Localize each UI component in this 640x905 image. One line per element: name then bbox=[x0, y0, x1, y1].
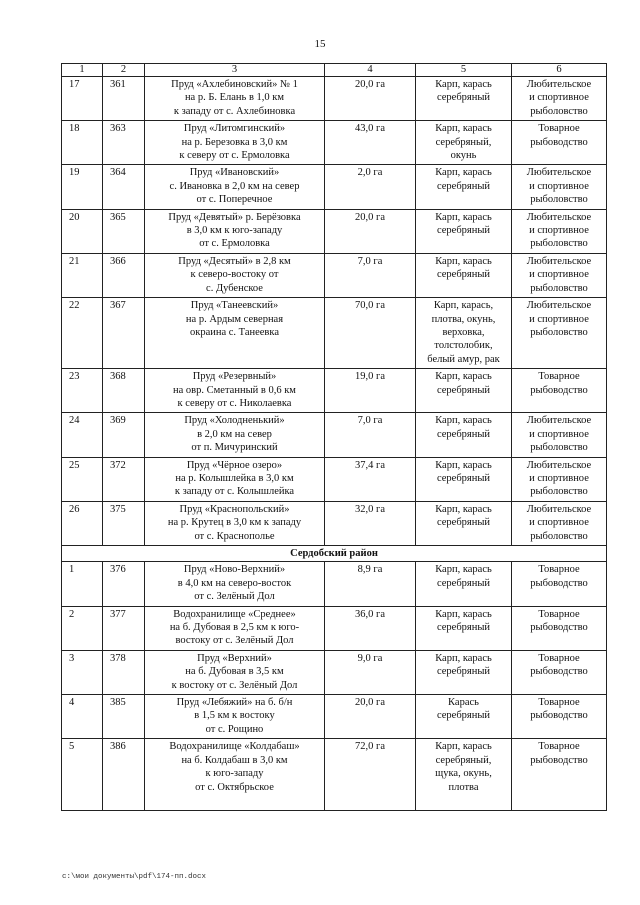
area: 37,4 га bbox=[325, 457, 416, 501]
row-number: 3 bbox=[62, 650, 103, 694]
registry-number: 372 bbox=[103, 457, 145, 501]
row-number: 25 bbox=[62, 457, 103, 501]
row-number: 5 bbox=[62, 739, 103, 811]
fish-species: Карп, карась серебряный bbox=[416, 253, 512, 297]
registry-number: 363 bbox=[103, 121, 145, 165]
fish-species: Карась серебряный bbox=[416, 695, 512, 739]
usage-type: Товарное рыбоводство bbox=[512, 121, 607, 165]
area: 72,0 га bbox=[325, 739, 416, 811]
fish-species: Карп, карась серебряный bbox=[416, 501, 512, 545]
row-number: 2 bbox=[62, 606, 103, 650]
usage-type: Любительское и спортивное рыболовство bbox=[512, 253, 607, 297]
registry-number: 369 bbox=[103, 413, 145, 457]
usage-type: Любительское и спортивное рыболовство bbox=[512, 298, 607, 369]
fish-species: Карп, карась серебряный bbox=[416, 369, 512, 413]
column-header: 4 bbox=[325, 64, 416, 77]
table-row bbox=[62, 739, 607, 811]
water-body-name: Пруд «Ново-Верхний» в 4,0 км на северо-восток от с. Зелёный Дол bbox=[145, 562, 325, 606]
table-row bbox=[62, 650, 607, 694]
usage-type: Любительское и спортивное рыболовство bbox=[512, 457, 607, 501]
table-row bbox=[62, 562, 607, 606]
area: 70,0 га bbox=[325, 298, 416, 369]
registry-number: 386 bbox=[103, 739, 145, 811]
table-row bbox=[62, 298, 607, 369]
area: 32,0 га bbox=[325, 501, 416, 545]
row-number: 18 bbox=[62, 121, 103, 165]
usage-type: Товарное рыбоводство bbox=[512, 562, 607, 606]
water-body-name: Пруд «Верхний» на б. Дубовая в 3,5 км к востоку от с. Зелёный Дол bbox=[145, 650, 325, 694]
column-header: 6 bbox=[512, 64, 607, 77]
column-header: 5 bbox=[416, 64, 512, 77]
row-number: 23 bbox=[62, 369, 103, 413]
water-body-name: Пруд «Чёрное озеро» на р. Колышлейка в 3,0 км к западу от с. Колышлейка bbox=[145, 457, 325, 501]
usage-type: Товарное рыбоводство bbox=[512, 369, 607, 413]
registry-number: 367 bbox=[103, 298, 145, 369]
column-header: 3 bbox=[145, 64, 325, 77]
usage-type: Любительское и спортивное рыболовство bbox=[512, 165, 607, 209]
row-number: 21 bbox=[62, 253, 103, 297]
row-number: 26 bbox=[62, 501, 103, 545]
row-number: 20 bbox=[62, 209, 103, 253]
page-number: 15 bbox=[314, 38, 326, 50]
table-row bbox=[62, 413, 607, 457]
water-body-name: Пруд «Танеевский» на р. Ардым северная окраина с. Танеевка bbox=[145, 298, 325, 369]
table-row bbox=[62, 253, 607, 297]
usage-type: Любительское и спортивное рыболовство bbox=[512, 501, 607, 545]
area: 20,0 га bbox=[325, 209, 416, 253]
area: 7,0 га bbox=[325, 413, 416, 457]
header-row bbox=[62, 64, 607, 77]
registry-number: 375 bbox=[103, 501, 145, 545]
fish-species: Карп, карась серебряный bbox=[416, 562, 512, 606]
water-body-name: Пруд «Краснопольский» на р. Крутец в 3,0 км к западу от с. Краснополье bbox=[145, 501, 325, 545]
registry-number: 385 bbox=[103, 695, 145, 739]
row-number: 24 bbox=[62, 413, 103, 457]
fish-species: Карп, карась серебряный bbox=[416, 413, 512, 457]
column-header: 1 bbox=[62, 64, 103, 77]
water-body-name: Пруд «Холодненький» в 2,0 км на север от п. Мичуринский bbox=[145, 413, 325, 457]
table-row bbox=[62, 606, 607, 650]
registry-number: 364 bbox=[103, 165, 145, 209]
area: 2,0 га bbox=[325, 165, 416, 209]
water-body-name: Пруд «Резервный» на овр. Сметанный в 0,6 км к северу от с. Николаевка bbox=[145, 369, 325, 413]
table-row bbox=[62, 165, 607, 209]
table-row bbox=[62, 369, 607, 413]
fish-species: Карп, карась серебряный bbox=[416, 606, 512, 650]
water-body-name: Водохранилище «Среднее» на б. Дубовая в 2,5 км к юго- востоку от с. Зелёный Дол bbox=[145, 606, 325, 650]
row-number: 4 bbox=[62, 695, 103, 739]
fish-species: Карп, карась, плотва, окунь, верховка, толстолобик, белый амур, рак bbox=[416, 298, 512, 369]
water-body-name: Пруд «Десятый» в 2,8 км к северо-востоку от с. Дубенское bbox=[145, 253, 325, 297]
water-body-name: Пруд «Лебяжий» на б. б/н в 1,5 км к востоку от с. Рощино bbox=[145, 695, 325, 739]
fish-species: Карп, карась серебряный bbox=[416, 165, 512, 209]
section-title: Сердобский район bbox=[62, 546, 607, 562]
row-number: 19 bbox=[62, 165, 103, 209]
table-row bbox=[62, 121, 607, 165]
registry-number: 361 bbox=[103, 77, 145, 121]
area: 19,0 га bbox=[325, 369, 416, 413]
water-body-name: Пруд «Литомгинский» на р. Березовка в 3,0 км к северу от с. Ермоловка bbox=[145, 121, 325, 165]
registry-number: 378 bbox=[103, 650, 145, 694]
file-path-footer: c:\мои документы\pdf\174-пп.docx bbox=[62, 873, 207, 881]
usage-type: Товарное рыбоводство bbox=[512, 695, 607, 739]
registry-number: 377 bbox=[103, 606, 145, 650]
area: 43,0 га bbox=[325, 121, 416, 165]
water-body-name: Пруд «Ахлебиновский» № 1 на р. Б. Елань в 1,0 км к западу от с. Ахлебиновка bbox=[145, 77, 325, 121]
table-row bbox=[62, 695, 607, 739]
table-row bbox=[62, 209, 607, 253]
area: 20,0 га bbox=[325, 77, 416, 121]
usage-type: Любительское и спортивное рыболовство bbox=[512, 413, 607, 457]
registry-number: 376 bbox=[103, 562, 145, 606]
registry-number: 368 bbox=[103, 369, 145, 413]
table-row bbox=[62, 501, 607, 545]
usage-type: Товарное рыбоводство bbox=[512, 606, 607, 650]
area: 9,0 га bbox=[325, 650, 416, 694]
fish-species: Карп, карась серебряный bbox=[416, 650, 512, 694]
registry-number: 365 bbox=[103, 209, 145, 253]
row-number: 17 bbox=[62, 77, 103, 121]
usage-type: Любительское и спортивное рыболовство bbox=[512, 209, 607, 253]
table-row bbox=[62, 457, 607, 501]
fish-species: Карп, карась серебряный, окунь bbox=[416, 121, 512, 165]
fish-species: Карп, карась серебряный bbox=[416, 457, 512, 501]
area: 36,0 га bbox=[325, 606, 416, 650]
water-body-name: Водохранилище «Колдабаш» на б. Колдабаш в 3,0 км к юго-западу от с. Октябрьское bbox=[145, 739, 325, 811]
column-header: 2 bbox=[103, 64, 145, 77]
row-number: 22 bbox=[62, 298, 103, 369]
fish-species: Карп, карась серебряный bbox=[416, 77, 512, 121]
table-row bbox=[62, 77, 607, 121]
usage-type: Товарное рыбоводство bbox=[512, 650, 607, 694]
registry-number: 366 bbox=[103, 253, 145, 297]
area: 8,9 га bbox=[325, 562, 416, 606]
area: 20,0 га bbox=[325, 695, 416, 739]
row-number: 1 bbox=[62, 562, 103, 606]
fish-species: Карп, карась серебряный, щука, окунь, плотва bbox=[416, 739, 512, 811]
fish-species: Карп, карась серебряный bbox=[416, 209, 512, 253]
section-row bbox=[62, 546, 607, 562]
usage-type: Товарное рыбоводство bbox=[512, 739, 607, 811]
water-body-name: Пруд «Ивановский» с. Ивановка в 2,0 км на север от с. Поперечное bbox=[145, 165, 325, 209]
usage-type: Любительское и спортивное рыболовство bbox=[512, 77, 607, 121]
water-bodies-table bbox=[61, 63, 607, 811]
water-body-name: Пруд «Девятый» р. Берёзовка в 3,0 км к юго-западу от с. Ермоловка bbox=[145, 209, 325, 253]
area: 7,0 га bbox=[325, 253, 416, 297]
